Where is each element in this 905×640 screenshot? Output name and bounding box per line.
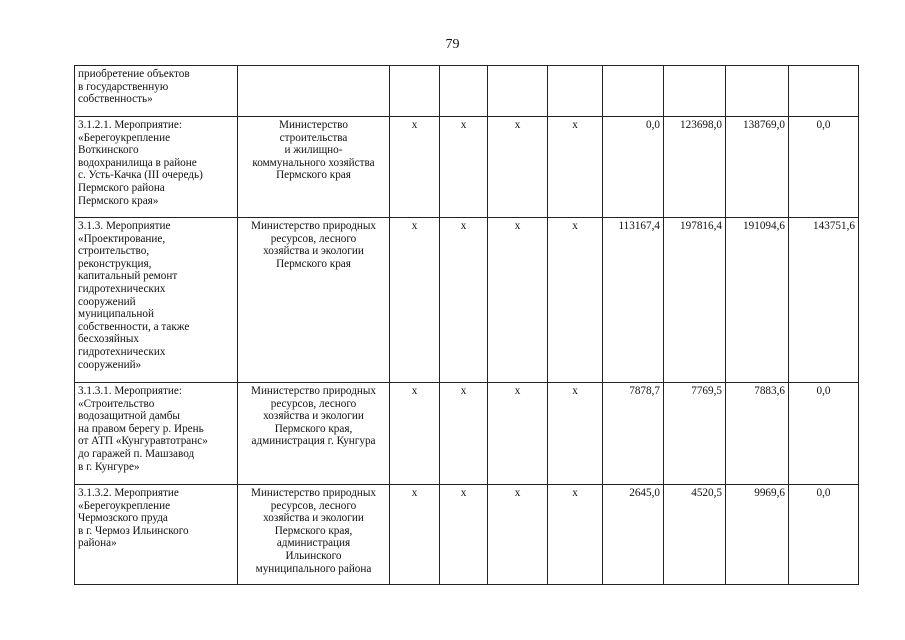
measure-name: 3.1.2.1. Мероприятие: «Берегоукрепление Воткинского водохранилища в районе с. Усть-Качка (III очередь) Пермского района Пермского края» [78, 119, 203, 207]
x-cell: х [488, 485, 548, 585]
x-cell [440, 66, 488, 117]
x-cell: х [488, 383, 548, 485]
measure-name: 3.1.3.1. Мероприятие: «Строительство водозащитной дамбы на правом берегу р. Ирень от АТП «Кунгуравтотранс» до гаражей п. Машзавод в г. Кунгуре» [78, 385, 208, 473]
value-cell: 0,0 [789, 383, 859, 485]
measure-name-cell [75, 117, 238, 218]
executor-cell [238, 117, 390, 218]
measure-name: приобретение объектов в государственную собственность» [78, 68, 190, 106]
x-cell: х [440, 383, 488, 485]
measure-name-cell [75, 218, 238, 383]
table-row [75, 218, 859, 383]
value-cell: 9969,6 [726, 485, 789, 585]
table-row [75, 66, 859, 117]
x-cell: х [488, 218, 548, 383]
value-cell: 143751,6 [789, 218, 859, 383]
value-cell [603, 66, 664, 117]
value-cell: 7769,5 [664, 383, 726, 485]
executor: Министерство природных ресурсов, лесного хозяйства и экологии Пермского края, администрация Ильинского муниципального района [251, 487, 376, 575]
budget-table [74, 65, 859, 585]
value-cell: 2645,0 [603, 485, 664, 585]
table-row [75, 383, 859, 485]
value-cell: 0,0 [789, 485, 859, 585]
x-cell [548, 66, 603, 117]
x-cell: х [548, 117, 603, 218]
executor-cell [238, 66, 390, 117]
measure-name: 3.1.3. Мероприятие «Проектирование, строительство, реконструкция, капитальный ремонт гидротехнических сооружений муниципальной собственности, а также бесхозяйных гидротехнических сооружений» [78, 220, 190, 371]
value-cell [789, 66, 859, 117]
measure-name: 3.1.3.2. Мероприятие «Берегоукрепление Чермозского пруда в г. Чермоз Ильинского района» [78, 487, 189, 550]
value-cell: 7878,7 [603, 383, 664, 485]
value-cell [664, 66, 726, 117]
x-cell: х [548, 218, 603, 383]
table-row [75, 117, 859, 218]
measure-name-cell [75, 485, 238, 585]
executor: Министерство природных ресурсов, лесного хозяйства и экологии Пермского края, администрация г. Кунгура [251, 385, 376, 448]
x-cell: х [390, 383, 440, 485]
x-cell: х [440, 218, 488, 383]
x-cell: х [390, 218, 440, 383]
executor: Министерство природных ресурсов, лесного хозяйства и экологии Пермского края [251, 220, 376, 270]
executor-cell [238, 383, 390, 485]
executor-cell [238, 485, 390, 585]
executor-cell [238, 218, 390, 383]
value-cell: 7883,6 [726, 383, 789, 485]
value-cell: 4520,5 [664, 485, 726, 585]
value-cell: 191094,6 [726, 218, 789, 383]
x-cell: х [488, 117, 548, 218]
value-cell: 113167,4 [603, 218, 664, 383]
x-cell [390, 66, 440, 117]
x-cell: х [440, 485, 488, 585]
table-row [75, 485, 859, 585]
value-cell: 197816,4 [664, 218, 726, 383]
value-cell: 138769,0 [726, 117, 789, 218]
value-cell: 123698,0 [664, 117, 726, 218]
x-cell: х [548, 485, 603, 585]
x-cell: х [390, 117, 440, 218]
measure-name-cell [75, 383, 238, 485]
x-cell [488, 66, 548, 117]
x-cell: х [548, 383, 603, 485]
value-cell: 0,0 [603, 117, 664, 218]
executor: Министерство строительства и жилищно- коммунального хозяйства Пермского края [252, 119, 375, 182]
measure-name-cell [75, 66, 238, 117]
x-cell: х [440, 117, 488, 218]
value-cell: 0,0 [789, 117, 859, 218]
value-cell [726, 66, 789, 117]
page-number: 79 [445, 37, 460, 52]
x-cell: х [390, 485, 440, 585]
